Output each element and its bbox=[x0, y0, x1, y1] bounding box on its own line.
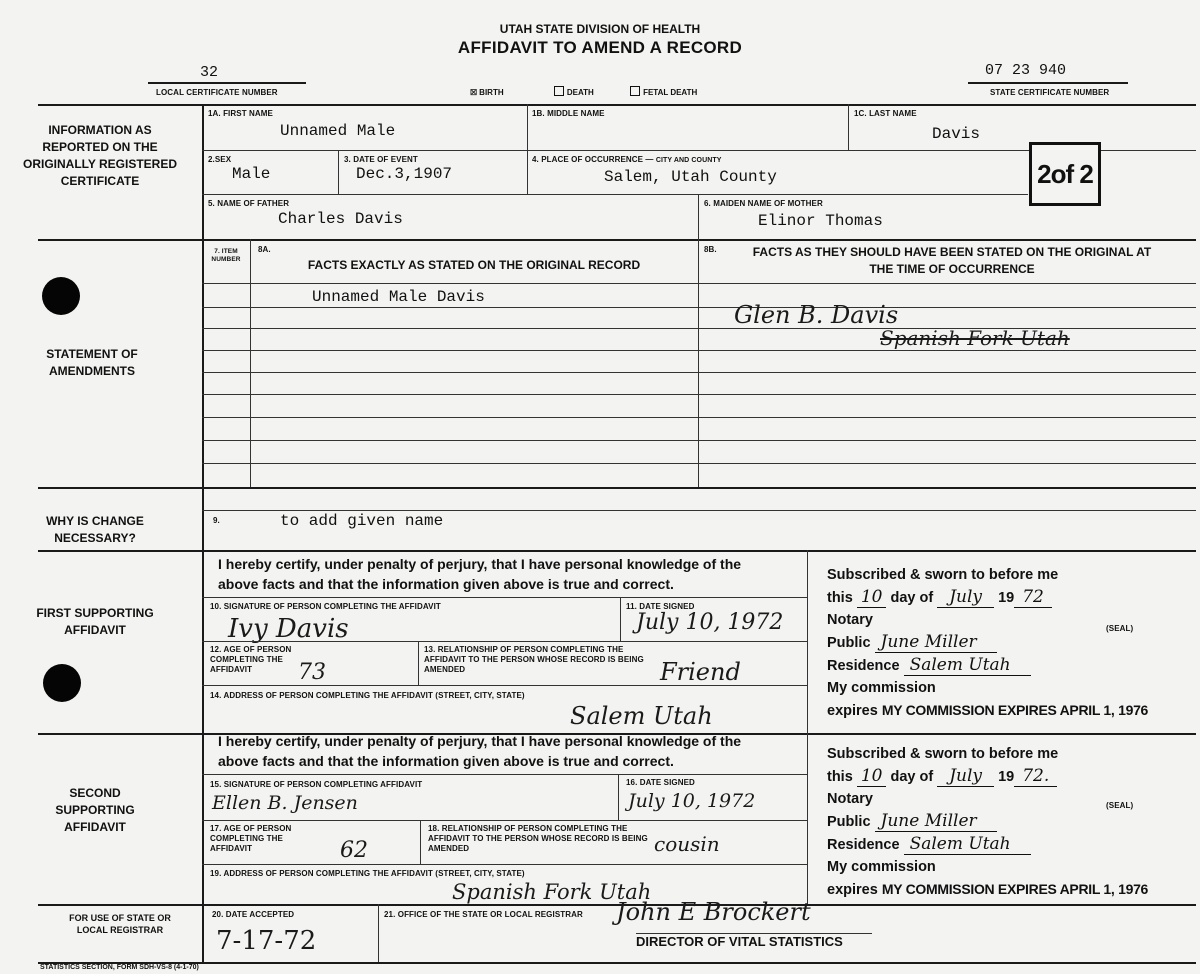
second-month-value: July bbox=[937, 766, 994, 787]
second-sworn-date bbox=[827, 765, 1148, 788]
first-date-value: July 10, 1972 bbox=[636, 610, 784, 635]
fetal-death-checkbox[interactable] bbox=[630, 86, 640, 96]
second-certify-text: I hereby certify, under penalty of perjury, that I have personal knowledge of the above facts and that the information given above is true and correct. bbox=[218, 733, 742, 769]
original-fact-value: Unnamed Male Davis bbox=[312, 288, 485, 306]
first-public-line bbox=[827, 631, 1148, 654]
second-notary-name: June Miller bbox=[875, 811, 997, 832]
sex-label: 2.SEX bbox=[208, 155, 232, 164]
place-sublabel: CITY AND COUNTY bbox=[655, 157, 722, 164]
first-age-label: 12. AGE OF PERSON COMPLETING THE AFFIDAVIT bbox=[210, 645, 292, 674]
place-label-text: 4. PLACE OF OCCURRENCE bbox=[532, 155, 644, 164]
second-relationship-value: cousin bbox=[654, 832, 720, 856]
frame-bottom bbox=[38, 962, 1196, 964]
row-line bbox=[202, 685, 807, 686]
first-my-commission: My commission bbox=[827, 680, 936, 696]
second-age-label: 17. AGE OF PERSON COMPLETING THE AFFIDAVIT bbox=[210, 824, 292, 853]
second-residence-line bbox=[827, 833, 1148, 856]
field-divider bbox=[378, 904, 379, 962]
second-date-value: July 10, 1972 bbox=[628, 790, 756, 812]
form-title: AFFIDAVIT TO AMEND A RECORD bbox=[457, 38, 743, 57]
first-residence-line bbox=[827, 654, 1148, 677]
original-info-section-label: INFORMATION AS REPORTED ON THE ORIGINALLY REGISTERED CERTIFICATE bbox=[22, 123, 178, 188]
first-age-value: 73 bbox=[298, 660, 326, 685]
birth-checkbox[interactable]: ☒ bbox=[470, 88, 478, 97]
last-name-value: Davis bbox=[932, 125, 981, 143]
col-8a-title: FACTS EXACTLY AS STATED ON THE ORIGINAL RECORD bbox=[307, 258, 641, 272]
amend-row-line bbox=[202, 307, 1196, 308]
corrected-fact-value: Glen B. Davis bbox=[734, 301, 899, 329]
field-divider bbox=[527, 150, 528, 194]
punch-hole-top bbox=[42, 277, 80, 315]
item-column-divider bbox=[250, 239, 251, 487]
place-value: Salem, Utah County bbox=[604, 168, 777, 186]
first-year-value: 72 bbox=[1014, 587, 1052, 608]
notary-divider bbox=[807, 733, 808, 904]
last-name-label: 1C. LAST NAME bbox=[854, 109, 917, 118]
state-certificate-number: 07 23 940 bbox=[985, 62, 1067, 79]
field-divider bbox=[418, 641, 419, 685]
second-signature-label: 15. SIGNATURE OF PERSON COMPLETING AFFIDAVIT bbox=[210, 780, 423, 789]
registrar-signature: John E Brockert bbox=[616, 898, 811, 926]
first-address-label: 14. ADDRESS OF PERSON COMPLETING THE AFFIDAVIT (STREET, CITY, STATE) bbox=[210, 691, 525, 700]
state-cert-line bbox=[968, 82, 1128, 84]
second-expires-label: expires bbox=[827, 882, 878, 898]
second-notary-label: Notary bbox=[827, 791, 873, 807]
section-line bbox=[38, 550, 1196, 552]
date-accepted-value: 7-17-72 bbox=[216, 926, 317, 956]
second-sworn-line: Subscribed & sworn to before me bbox=[827, 746, 1059, 762]
first-signature-label: 10. SIGNATURE OF PERSON COMPLETING THE AFFIDAVIT bbox=[210, 602, 441, 611]
local-cert-line bbox=[148, 82, 306, 84]
row-line bbox=[202, 597, 807, 598]
col-8a-number: 8A. bbox=[258, 245, 271, 254]
first-address-value: Salem Utah bbox=[570, 702, 713, 730]
amend-row-line bbox=[202, 283, 1196, 284]
amend-row-line bbox=[202, 463, 1196, 464]
first-residence-label: Residence bbox=[827, 658, 900, 674]
fact-column-divider bbox=[698, 239, 699, 487]
birth-option-label: BIRTH bbox=[479, 88, 504, 97]
reason-number: 9. bbox=[213, 516, 220, 525]
second-relationship-label: 18. RELATIONSHIP OF PERSON COMPLETING THE AFFIDAVIT TO THE PERSON WHOSE RECORD IS BEING AMENDED bbox=[428, 824, 648, 853]
first-this: this bbox=[827, 590, 853, 606]
father-label: 5. NAME OF FATHER bbox=[208, 199, 290, 208]
reason-section-label: WHY IS CHANGE NECESSARY? bbox=[46, 514, 144, 545]
second-signature-value: Ellen B. Jensen bbox=[212, 792, 358, 814]
second-year-prefix: 19 bbox=[998, 769, 1015, 785]
second-affidavit-section-label: SECOND SUPPORTING AFFIDAVIT bbox=[55, 786, 135, 834]
office-label: 21. OFFICE OF THE STATE OR LOCAL REGISTRAR bbox=[384, 910, 583, 919]
amend-row-line bbox=[202, 350, 1196, 351]
col-8b-title: FACTS AS THEY SHOULD HAVE BEEN STATED ON THE ORIGINAL AT THE TIME OF OCCURRENCE bbox=[752, 245, 1152, 276]
field-divider bbox=[620, 597, 621, 641]
local-certificate-number: 32 bbox=[200, 64, 219, 81]
first-month-value: July bbox=[937, 587, 994, 608]
first-sworn-line: Subscribed & sworn to before me bbox=[827, 567, 1059, 583]
field-divider bbox=[848, 104, 849, 150]
amend-row-line bbox=[202, 394, 1196, 395]
local-cert-label: LOCAL CERTIFICATE NUMBER bbox=[156, 88, 278, 97]
first-sworn-date bbox=[827, 586, 1148, 609]
office-section-label: FOR USE OF STATE OR LOCAL REGISTRAR bbox=[69, 913, 171, 935]
row-line bbox=[202, 510, 1196, 511]
row-line bbox=[202, 774, 807, 775]
section-line bbox=[38, 239, 1196, 241]
state-cert-label: STATE CERTIFICATE NUMBER bbox=[990, 88, 1110, 97]
col-8b-number: 8B. bbox=[704, 245, 717, 254]
field-divider bbox=[420, 820, 421, 864]
page-count-stamp: 2of 2 bbox=[1029, 142, 1101, 206]
date-accepted-label: 20. DATE ACCEPTED bbox=[212, 910, 295, 919]
first-public-label: Public bbox=[827, 635, 871, 651]
second-seal-label: (SEAL) bbox=[1106, 801, 1134, 810]
first-expires-stamp: MY COMMISSION EXPIRES APRIL 1, 1976 bbox=[881, 702, 1149, 718]
row-line bbox=[202, 820, 807, 821]
date-of-event-label: 3. DATE OF EVENT bbox=[344, 155, 418, 164]
mother-value: Elinor Thomas bbox=[758, 212, 883, 230]
second-address-label: 19. ADDRESS OF PERSON COMPLETING THE AFFIDAVIT (STREET, CITY, STATE) bbox=[210, 869, 525, 878]
second-my-commission: My commission bbox=[827, 859, 936, 875]
field-divider bbox=[527, 104, 528, 150]
field-divider bbox=[618, 774, 619, 820]
death-option-label: DEATH bbox=[566, 88, 594, 97]
form-identifier: STATISTICS SECTION, FORM SDH-VS-8 (4-1-70) bbox=[40, 964, 199, 971]
first-expires-line bbox=[827, 699, 1148, 722]
first-notary-label: Notary bbox=[827, 612, 873, 628]
first-day-value: 10 bbox=[857, 587, 887, 608]
second-year-value: 72. bbox=[1014, 766, 1057, 787]
field-divider bbox=[698, 194, 699, 239]
second-expires-line bbox=[827, 878, 1148, 901]
notary-divider bbox=[807, 550, 808, 733]
mother-label: 6. MAIDEN NAME OF MOTHER bbox=[704, 199, 823, 208]
second-residence-label: Residence bbox=[827, 837, 900, 853]
first-day-of: day of bbox=[890, 590, 934, 606]
field-divider bbox=[338, 150, 339, 194]
father-value: Charles Davis bbox=[278, 210, 403, 228]
second-public-line bbox=[827, 810, 1148, 833]
date-of-event-value: Dec.3,1907 bbox=[356, 165, 453, 183]
first-name-label: 1A. FIRST NAME bbox=[208, 109, 273, 118]
section-line bbox=[38, 487, 1196, 489]
first-notary-name: June Miller bbox=[875, 632, 997, 653]
first-signature-value: Ivy Davis bbox=[228, 614, 349, 644]
second-date-label: 16. DATE SIGNED bbox=[626, 778, 695, 787]
death-checkbox[interactable] bbox=[554, 86, 564, 96]
first-relationship-label: 13. RELATIONSHIP OF PERSON COMPLETING THE AFFIDAVIT TO THE PERSON WHOSE RECORD IS BEING AMENDED bbox=[424, 645, 644, 674]
row-line bbox=[202, 194, 1028, 195]
first-relationship-value: Friend bbox=[660, 658, 741, 686]
second-residence-value: Salem Utah bbox=[904, 834, 1031, 855]
item-number-label: 7. ITEM NUMBER bbox=[211, 248, 241, 263]
label-column-divider bbox=[202, 104, 204, 962]
amend-row-line bbox=[202, 417, 1196, 418]
fetal-death-option-label: FETAL DEATH bbox=[643, 88, 698, 97]
second-public-label: Public bbox=[827, 814, 871, 830]
first-affidavit-section-label: FIRST SUPPORTING AFFIDAVIT bbox=[36, 606, 154, 637]
second-notary-block bbox=[827, 743, 1148, 901]
amend-row-line bbox=[202, 440, 1196, 441]
first-seal-label: (SEAL) bbox=[1106, 624, 1134, 633]
first-date-label: 11. DATE SIGNED bbox=[626, 602, 695, 611]
second-expires-stamp: MY COMMISSION EXPIRES APRIL 1, 1976 bbox=[881, 881, 1149, 897]
first-certify-text: I hereby certify, under penalty of perjury, that I have personal knowledge of the above facts and that the information given above is true and correct. bbox=[218, 556, 742, 592]
first-expires-label: expires bbox=[827, 703, 878, 719]
record-type-options bbox=[470, 86, 697, 97]
first-residence-value: Salem Utah bbox=[904, 655, 1031, 676]
registrar-title: DIRECTOR OF VITAL STATISTICS bbox=[636, 934, 843, 949]
amend-row-line bbox=[202, 372, 1196, 373]
middle-name-label: 1B. MIDDLE NAME bbox=[532, 109, 605, 118]
first-year-prefix: 19 bbox=[998, 590, 1015, 606]
sex-value: Male bbox=[232, 165, 271, 183]
second-this: this bbox=[827, 769, 853, 785]
second-address-value: Spanish Fork Utah bbox=[452, 880, 652, 904]
frame-top bbox=[38, 104, 1196, 106]
first-name-value: Unnamed Male bbox=[280, 122, 396, 140]
second-day-of: day of bbox=[890, 769, 934, 785]
reason-value: to add given name bbox=[280, 512, 444, 530]
punch-hole-bottom bbox=[43, 664, 81, 702]
place-label: 4. PLACE OF OCCURRENCE — CITY AND COUNTY bbox=[532, 155, 722, 164]
second-age-value: 62 bbox=[340, 838, 368, 863]
first-notary-block bbox=[827, 564, 1148, 722]
agency-name: UTAH STATE DIVISION OF HEALTH bbox=[499, 22, 701, 36]
struck-text: Spanish Fork Utah bbox=[880, 326, 1070, 350]
row-line bbox=[202, 864, 807, 865]
row-line bbox=[202, 641, 807, 642]
amendments-section-label: STATEMENT OF AMENDMENTS bbox=[46, 347, 138, 378]
second-day-value: 10 bbox=[857, 766, 887, 787]
